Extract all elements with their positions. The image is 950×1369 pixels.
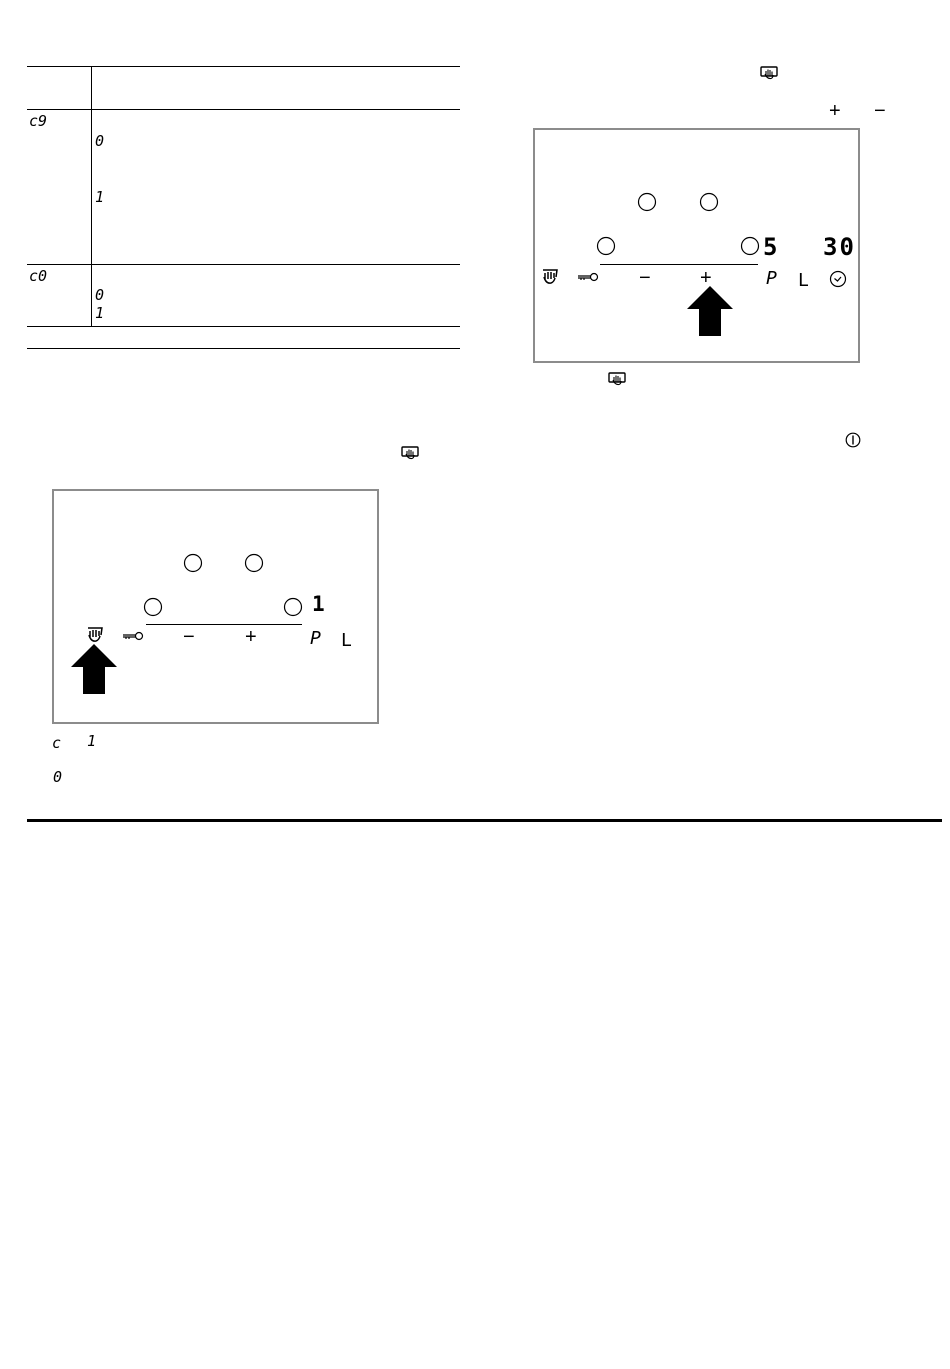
p-label[interactable]: P bbox=[310, 628, 321, 649]
cooking-zone-indicator bbox=[638, 193, 658, 213]
table-bottom-rule bbox=[27, 348, 460, 349]
plus-button[interactable]: + bbox=[700, 267, 712, 289]
timer-display: 30 bbox=[823, 233, 856, 261]
plus-button[interactable]: + bbox=[245, 626, 257, 648]
panel-hand-icon bbox=[760, 66, 778, 80]
table-row-rule bbox=[27, 264, 460, 265]
caption-option-digit: 0 bbox=[53, 768, 63, 786]
table-row-option: 0 bbox=[95, 132, 105, 150]
cooking-zone-indicator bbox=[284, 598, 304, 618]
caption-code-letter: c bbox=[52, 734, 62, 752]
pointer-arrow-icon bbox=[70, 644, 118, 696]
cooking-zone-indicator bbox=[741, 237, 761, 257]
slider-rule bbox=[146, 624, 302, 625]
panel-hand-icon bbox=[608, 372, 626, 386]
cooking-zone-indicator bbox=[597, 237, 617, 257]
panel-hand-icon bbox=[401, 446, 419, 460]
inline-plus-symbol: + bbox=[829, 100, 841, 122]
power-icon bbox=[845, 432, 861, 448]
minus-button[interactable]: − bbox=[183, 626, 195, 648]
timer-icon[interactable] bbox=[829, 270, 847, 288]
key-icon[interactable] bbox=[577, 272, 599, 282]
table-row-option: 1 bbox=[95, 188, 105, 206]
pointer-arrow-icon bbox=[686, 286, 734, 338]
cooking-zone-indicator bbox=[245, 554, 265, 574]
hand-icon[interactable] bbox=[85, 627, 105, 643]
inline-minus-symbol: − bbox=[874, 100, 886, 122]
table-row-code: c0 bbox=[29, 267, 48, 285]
cooking-zone-indicator bbox=[144, 598, 164, 618]
cooking-zone-indicator bbox=[700, 193, 720, 213]
p-label[interactable]: P bbox=[766, 268, 777, 289]
table-row-code: c9 bbox=[29, 112, 48, 130]
hand-icon[interactable] bbox=[540, 269, 560, 285]
table-row-rule bbox=[27, 326, 460, 327]
minus-button[interactable]: − bbox=[639, 267, 651, 289]
l-label[interactable]: L bbox=[798, 270, 809, 291]
table-row-option: 0 bbox=[95, 286, 105, 304]
l-label[interactable]: L bbox=[341, 630, 352, 651]
key-icon[interactable] bbox=[122, 631, 144, 641]
power-level-display: 5 bbox=[763, 233, 778, 261]
slider-rule bbox=[600, 264, 758, 265]
power-level-display: 1 bbox=[312, 592, 325, 616]
table-row-option: 1 bbox=[95, 304, 105, 322]
table-column-divider bbox=[91, 66, 92, 326]
page-footer-rule bbox=[27, 819, 942, 822]
table-header-rule bbox=[27, 109, 460, 110]
cooking-zone-indicator bbox=[184, 554, 204, 574]
caption-code-digit: 1 bbox=[87, 732, 97, 750]
